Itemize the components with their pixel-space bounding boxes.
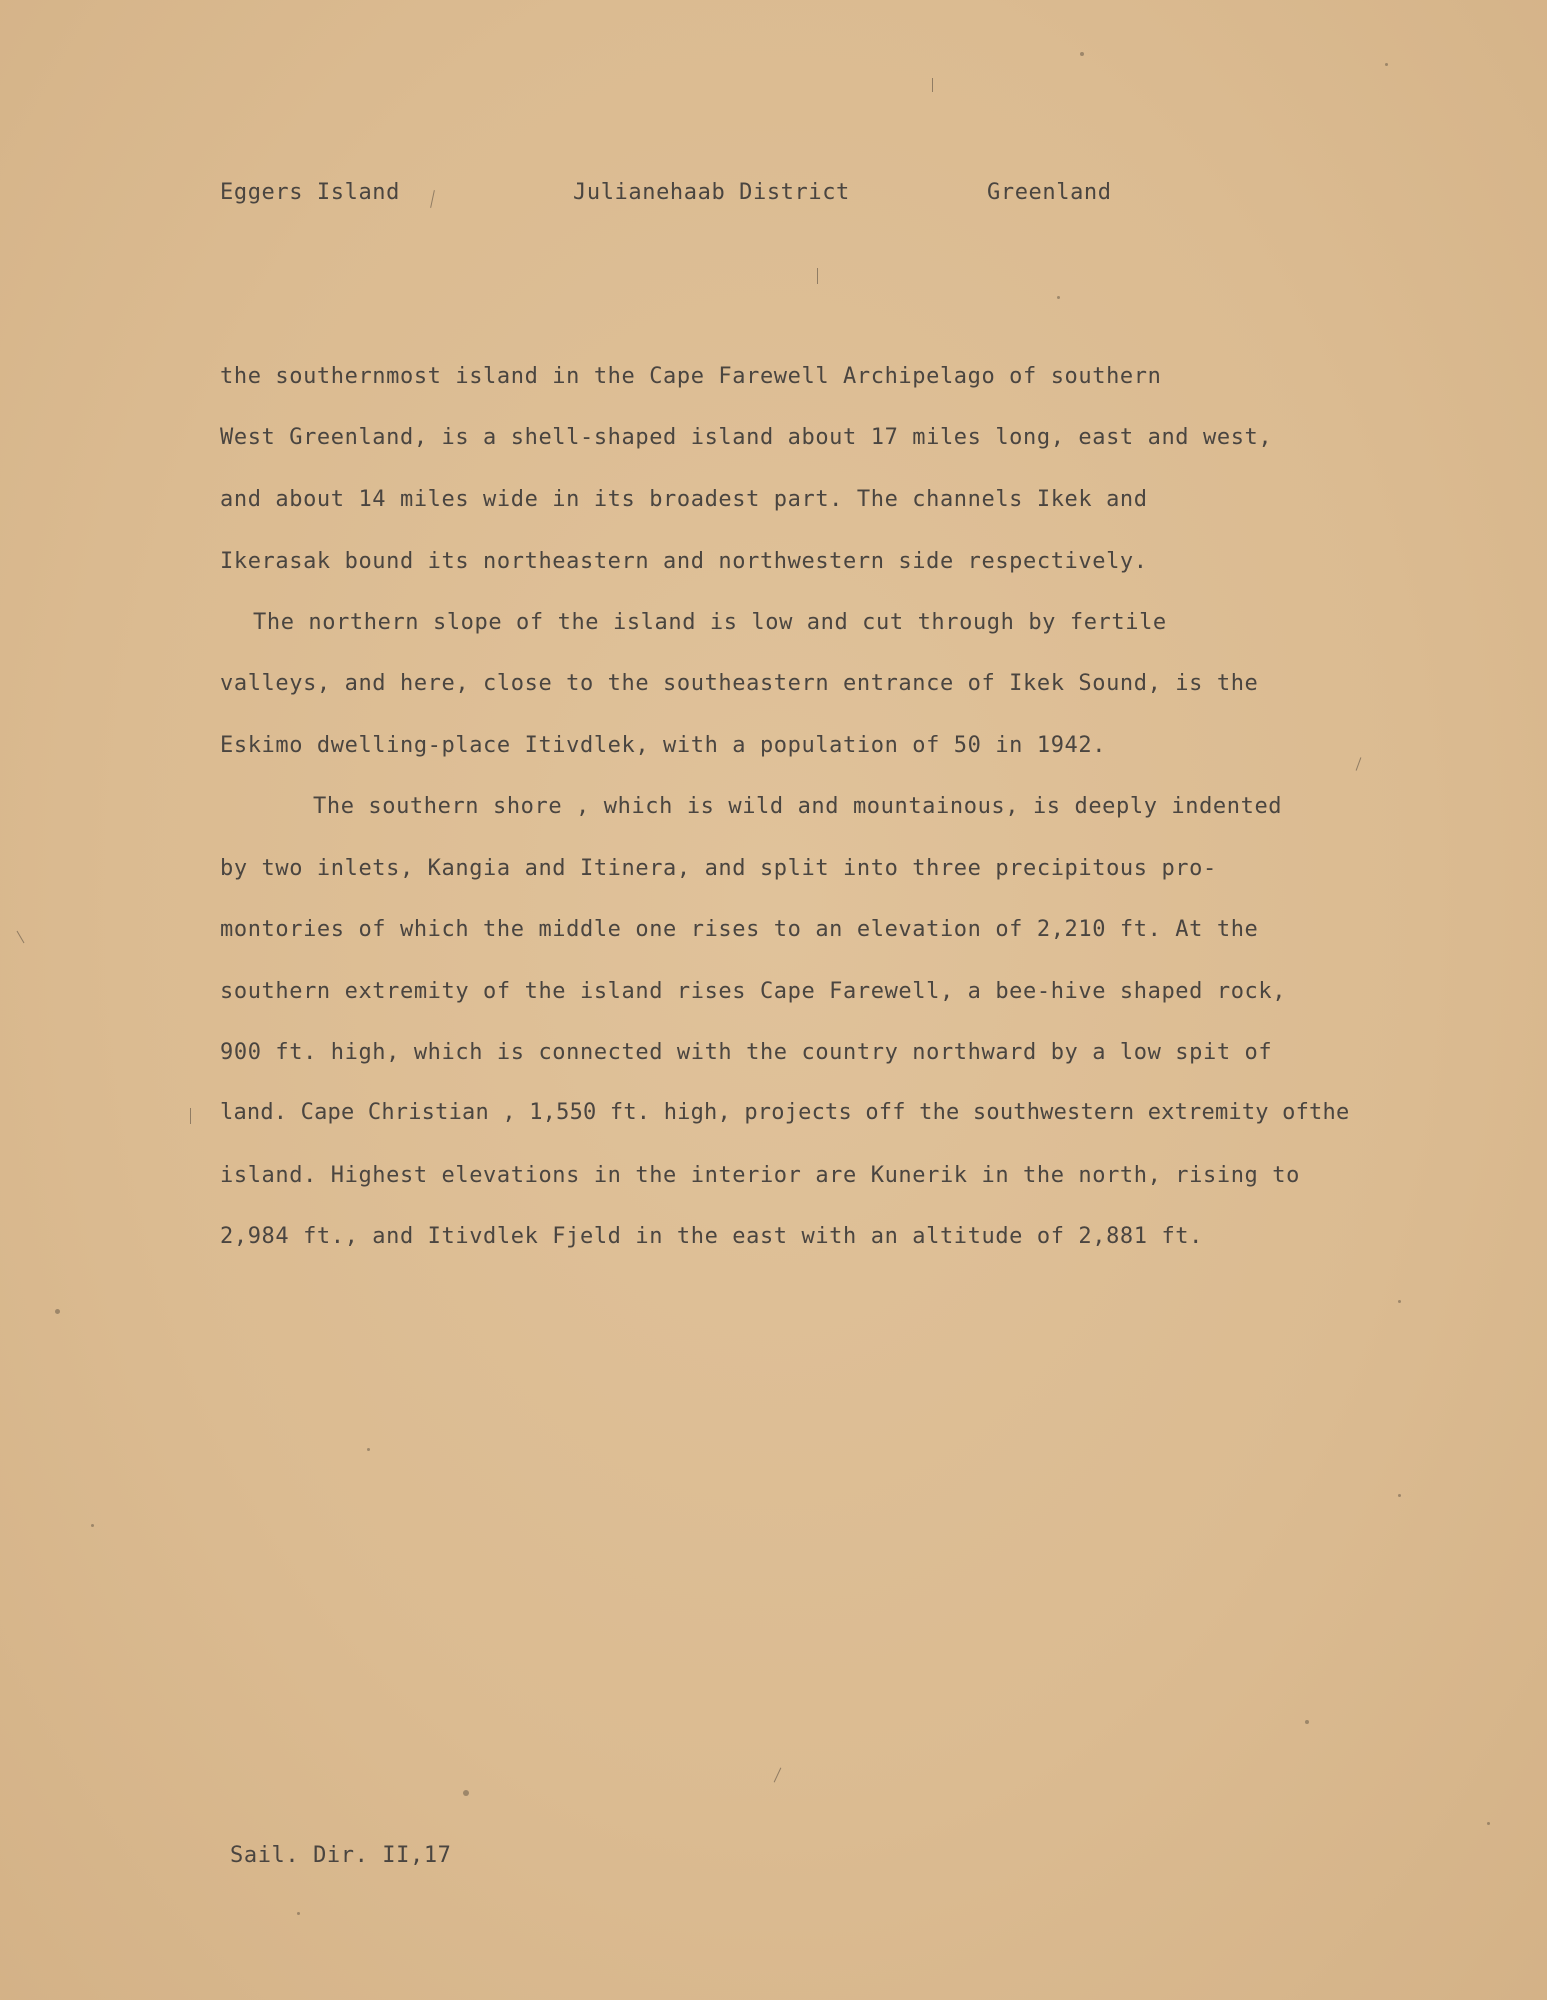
paper-speck [367, 1448, 370, 1451]
paper-speck [1305, 1720, 1309, 1724]
body-line: southern extremity of the island rises Cape Farewell, a bee-hive shaped rock, [220, 979, 1287, 1004]
body-line: by two inlets, Kangia and Itinera, and split into three precipitous pro- [220, 856, 1217, 881]
paper-mark [817, 268, 818, 284]
body-line: montories of which the middle one rises to an elevation of 2,210 ft. At the [220, 917, 1259, 942]
body-line: Ikerasak bound its northeastern and northwestern side respectively. [220, 549, 1148, 574]
paper-speck [1385, 63, 1388, 66]
body-line: 2,984 ft., and Itivdlek Fjeld in the east with an altitude of 2,881 ft. [220, 1224, 1204, 1249]
body-line: The southern shore , which is wild and mountainous, is deeply indented [313, 794, 1283, 819]
paper-speck [463, 1790, 469, 1796]
body-line: Eskimo dwelling-place Itivdlek, with a population of 50 in 1942. [220, 733, 1107, 758]
paper-speck [1080, 52, 1084, 56]
paper-mark [932, 78, 933, 92]
body-line: 900 ft. high, which is connected with the country northward by a low spit of [220, 1040, 1273, 1065]
paper-speck [1487, 1822, 1490, 1825]
paper-speck [1057, 296, 1060, 299]
paper-speck [1398, 1300, 1401, 1303]
body-line: The northern slope of the island is low and cut through by fertile [253, 610, 1167, 635]
header-location: Eggers Island [220, 180, 400, 205]
paper-mark [774, 1768, 782, 1783]
body-line: West Greenland, is a shell-shaped island about 17 miles long, east and west, [220, 425, 1273, 450]
header-country: Greenland [987, 180, 1112, 205]
footer-reference: Sail. Dir. II,17 [230, 1843, 452, 1868]
body-line: land. Cape Christian , 1,550 ft. high, projects off the southwestern extremity ofthe [220, 1100, 1350, 1125]
paper-speck [91, 1524, 94, 1527]
paper-speck [55, 1309, 60, 1314]
header-district: Julianehaab District [573, 180, 850, 205]
body-line: valleys, and here, close to the southeastern entrance of Ikek Sound, is the [220, 671, 1259, 696]
paper-mark [190, 1108, 191, 1124]
body-line: island. Highest elevations in the interior are Kunerik in the north, rising to [220, 1163, 1300, 1188]
paper-mark [1356, 757, 1362, 770]
body-line: and about 14 miles wide in its broadest part. The channels Ikek and [220, 487, 1148, 512]
body-line: the southernmost island in the Cape Farewell Archipelago of southern [220, 364, 1162, 389]
paper-mark [430, 190, 435, 208]
paper-mark [17, 931, 25, 944]
paper-speck [297, 1912, 300, 1915]
paper-speck [1398, 1494, 1401, 1497]
